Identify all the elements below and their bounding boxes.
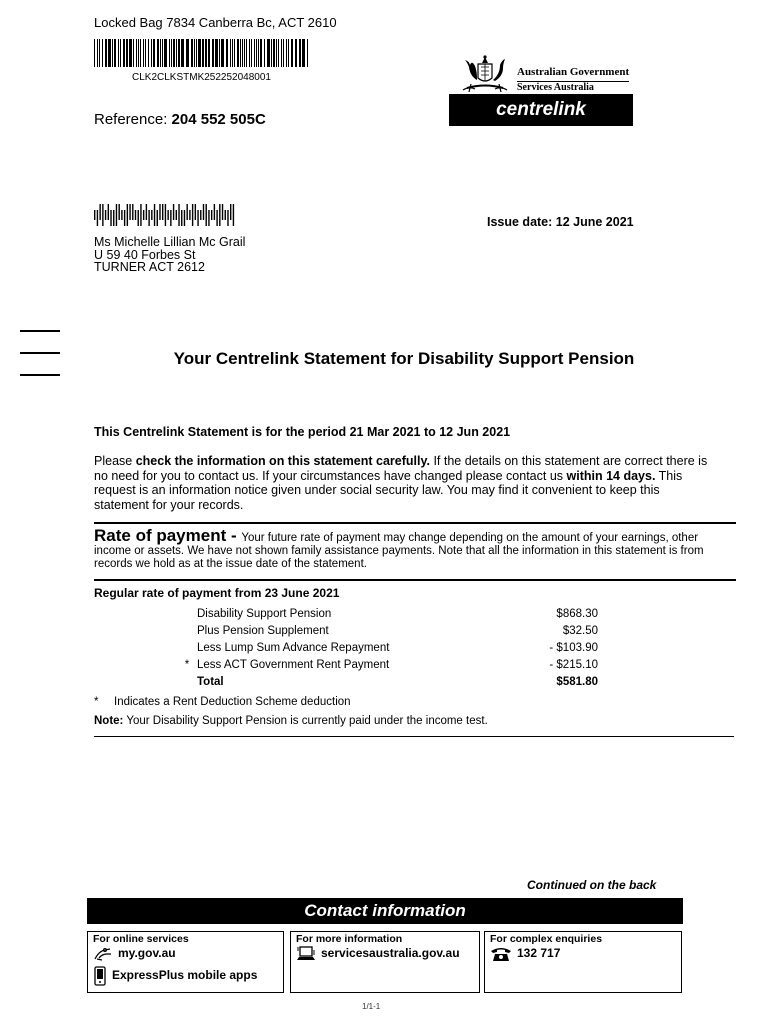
payment-amount: - $215.10 — [549, 659, 598, 671]
government-logo — [449, 52, 633, 126]
payment-amount: - $103.90 — [549, 642, 598, 654]
recipient-street: U 59 40 Forbes St — [94, 247, 196, 262]
payment-row — [182, 659, 598, 676]
contact-box-online — [87, 931, 284, 993]
recipient-name: Ms Michelle Lillian Mc Grail — [94, 235, 246, 249]
statement-period: This Centrelink Statement is for the period 21 Mar 2021 to 12 Jun 2021 — [94, 425, 511, 439]
expressplus-label: ExpressPlus mobile apps — [112, 968, 258, 983]
intro-emphasis: within 14 days. — [566, 468, 656, 483]
phone-label: 132 717 — [517, 946, 561, 961]
note-label: Note: — [94, 715, 124, 727]
postal-barcode — [94, 204, 236, 226]
mobile-phone-icon — [93, 966, 107, 986]
phone-number[interactable] — [490, 946, 560, 962]
payment-label: Plus Pension Supplement — [197, 625, 329, 637]
footnote-text: Indicates a Rent Deduction Scheme deduction — [114, 696, 351, 708]
fold-mark — [20, 330, 60, 332]
rate-of-payment-description: Your future rate of payment may change depending on the amount of your earnings, other income or assets. We have not shown family assistance payments. Note that all the information in this statement is from records we hold as at the issue date of the statement. — [94, 532, 704, 570]
recipient-address — [94, 236, 245, 274]
barcode-code: CLK2CLKSTMK252252048001 — [132, 72, 271, 83]
mygov-label: my.gov.au — [118, 946, 176, 960]
continued-notice: Continued on the back — [527, 878, 657, 892]
regular-rate-heading: Regular rate of payment from 23 June 2021 — [94, 586, 340, 600]
payment-row — [182, 608, 598, 625]
intro-text: Please — [94, 454, 136, 468]
intro-text: If the details on this statement are correct there is no need for you to contact us. If your circumstances have changed please contact us — [94, 454, 708, 483]
section-rule — [94, 579, 736, 581]
section-rule — [94, 522, 736, 524]
section-rule — [94, 736, 734, 737]
footnote-marker: * — [94, 696, 99, 708]
return-address: Locked Bag 7834 Canberra Bc, ACT 2610 — [94, 15, 337, 30]
note-text: Your Disability Support Pension is currently paid under the income test. — [123, 715, 488, 727]
expressplus-link[interactable] — [93, 966, 257, 986]
rate-of-payment-heading: Rate of payment - — [94, 526, 242, 545]
services-australia-link[interactable] — [296, 946, 460, 962]
centrelink-brand-bar: centrelink — [449, 94, 633, 126]
payment-amount: $581.80 — [556, 676, 598, 688]
page-number: 1/1-1 — [362, 1002, 381, 1011]
payment-total-row — [182, 676, 598, 693]
telephone-icon — [490, 946, 512, 962]
intro-emphasis: check the information on this statement carefully. — [135, 454, 430, 468]
footnote — [94, 696, 351, 708]
fold-mark — [20, 352, 60, 354]
reference-number: 204 552 505C — [171, 111, 266, 128]
contact-box-heading: For online services — [93, 933, 189, 945]
payment-row — [182, 625, 598, 642]
services-australia-label: servicesaustralia.gov.au — [321, 946, 460, 961]
mygov-link[interactable] — [93, 946, 176, 961]
payment-amount: $868.30 — [556, 608, 598, 620]
contact-box-more-info — [290, 931, 480, 993]
intro-text: This request is an information notice given under social security law. You may find it convenient to keep this statement for your records. — [94, 468, 683, 512]
payment-row — [182, 642, 598, 659]
pointing-hand-icon — [93, 947, 113, 961]
rate-of-payment-section — [94, 526, 714, 571]
agency-name: Services Australia — [517, 82, 594, 93]
government-name: Australian Government — [517, 66, 630, 78]
issue-date: Issue date: 12 June 2021 — [487, 215, 634, 229]
payment-label: Less ACT Government Rent Payment — [197, 659, 390, 671]
statement-title: Your Centrelink Statement for Disability Support Pension — [173, 349, 635, 368]
reference — [94, 111, 266, 128]
contact-box-complex — [484, 931, 682, 993]
deduction-marker: * — [184, 659, 190, 671]
payment-label: Total — [197, 676, 224, 688]
income-test-note — [94, 715, 488, 727]
barcode — [94, 39, 312, 67]
laptop-icon — [296, 946, 316, 962]
contact-box-heading: For complex enquiries — [490, 933, 603, 945]
contact-box-heading: For more information — [296, 933, 403, 945]
fold-mark — [20, 374, 60, 376]
contact-heading: Contact information — [87, 898, 683, 924]
coat-of-arms-icon — [459, 54, 511, 94]
payment-label: Less Lump Sum Advance Repayment — [197, 642, 390, 654]
payment-label: Disability Support Pension — [197, 608, 332, 620]
recipient-locality: TURNER ACT 2612 — [94, 260, 205, 274]
payment-amount: $32.50 — [562, 625, 598, 637]
reference-label: Reference: — [94, 111, 172, 128]
intro-paragraph — [94, 454, 714, 512]
